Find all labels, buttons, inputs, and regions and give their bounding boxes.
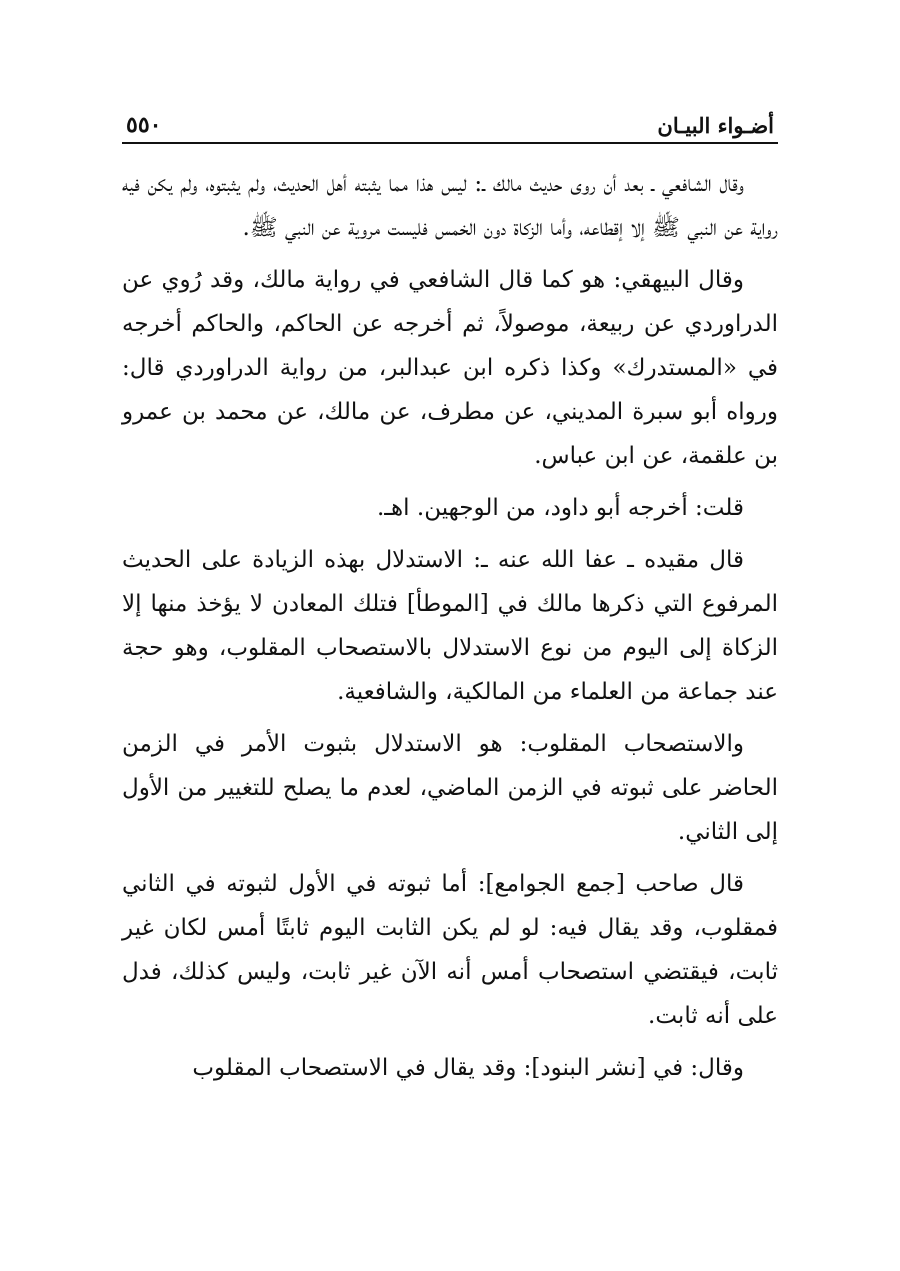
paragraph-author-comment: قال مقيده ـ عفا الله عنه ـ: الاستدلال بهذه الزيادة على الحديث المرفوع التي ذكرها مالك في [الموطأ] فتلك المعادن لا يؤخذ منها إلا الزكاة إلى اليوم من نوع الاستدلال بالاستصحاب المقلوب، وهو حجة عند جماعة من العلماء من المالكية، والشافعية. xyxy=(122,547,778,705)
running-title: أضـواء البيـان xyxy=(657,113,774,138)
page-number: ٥٥٠ xyxy=(126,112,162,138)
page-header xyxy=(122,100,778,144)
paragraph-nashr-al-bunud: وقال: في [نشر البنود]: وقد يقال في الاستصحاب المقلوب xyxy=(192,1055,744,1081)
paragraph-abu-dawud: قلت: أخرجه أبو داود، من الوجهين. اهـ. xyxy=(377,495,744,521)
paragraph-bayhaqi: وقال البيهقي: هو كما قال الشافعي في رواية مالك، وقد رُوي عن الدراوردي عن ربيعة، موصولاً، ثم أخرجه عن الحاكم، والحاكم أخرجه في «المستدرك» وكذا ذكره ابن عبدالبر، من رواية الدراوردي قال: ورواه أبو سبرة المديني، عن مطرف، عن مالك، عن محمد بن عمرو بن علقمة، عن ابن عباس. xyxy=(122,267,778,469)
book-page xyxy=(122,100,778,1098)
paragraph-shafii: وقال الشافعي ـ بعد أن روى حديث مالك ـ: ليس هذا مما يثبته أهل الحديث، ولم يثبتوه، ولم يكن فيه رواية عن النبي ﷺ إلا إقطاعه، وأما الزكاة دون الخمس فليست مروية عن النبي ﷺ. xyxy=(122,171,778,241)
page-body xyxy=(122,162,778,1090)
paragraph-jam-al-jawami: قال صاحب [جمع الجوامع]: أما ثبوته في الأول لثبوته في الثاني فمقلوب، وقد يقال فيه: لو لم يكن الثابت اليوم ثابتًا أمس لكان غير ثابت، فيقتضي استصحاب أمس أنه الآن غير ثابت، وليس كذلك، فدل على أنه ثابت. xyxy=(122,871,778,1029)
paragraph-reverse-istishab: والاستصحاب المقلوب: هو الاستدلال بثبوت الأمر في الزمن الحاضر على ثبوته في الزمن الماضي، لعدم ما يصلح للتغيير من الأول إلى الثاني. xyxy=(122,731,778,845)
